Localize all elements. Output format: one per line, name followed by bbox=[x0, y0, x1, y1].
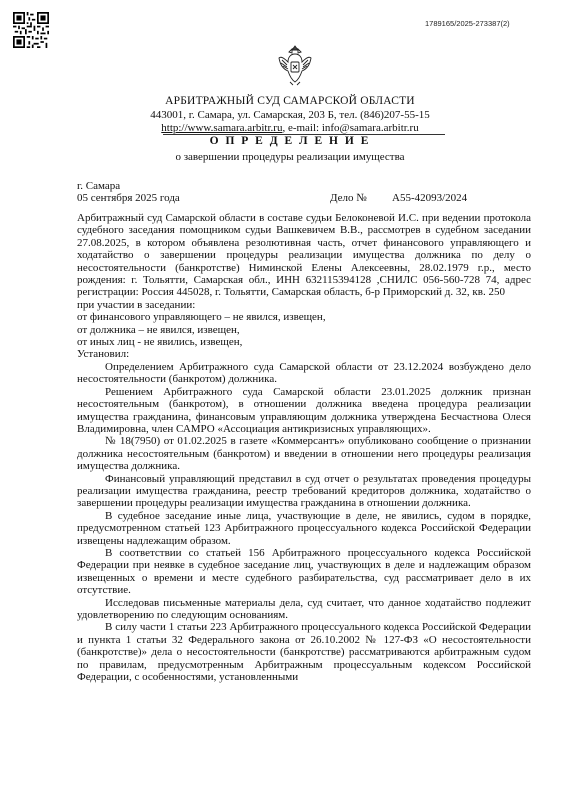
qr-code bbox=[13, 12, 49, 48]
court-website-link[interactable]: http://www.samara.arbitr.ru bbox=[161, 122, 283, 134]
document-id: 1789165/2025-273387(2) bbox=[425, 19, 510, 28]
participant-line: от финансового управляющего – не явился, извещен, bbox=[77, 311, 326, 324]
city: г. Самара bbox=[77, 180, 121, 192]
established-heading: Установил: bbox=[77, 348, 130, 361]
coat-of-arms-emblem bbox=[278, 44, 312, 86]
court-name: АРБИТРАЖНЫЙ СУД САМАРСКОЙ ОБЛАСТИ bbox=[165, 95, 415, 107]
court-address: 443001, г. Самара, ул. Самарская, 203 Б, тел. (846)207-55-15 bbox=[150, 109, 430, 121]
participant-line: от должника – не явился, извещен, bbox=[77, 323, 240, 336]
paragraph: Определением Арбитражного суда Самарской области от 23.12.2024 возбуждено дело несостоятельности (банкротом) должника. bbox=[77, 360, 531, 386]
document-body bbox=[77, 212, 531, 683]
participation-heading: при участии в заседании: bbox=[77, 298, 196, 311]
document-title: О П Р Е Д Е Л Е Н И Е bbox=[209, 135, 371, 147]
intro-paragraph: Арбитражный суд Самарской области в составе судьи Белоконевой И.С. при ведении протокола судебного заседания помощником судьи Вашкевичем В.В., рассмотрев в судебном заседании 27.08.2025, в котором объявлена резолютивная часть, отчет финансового управляющего и ходатайство о завершении процедуры реализации имущества должника по делу о несостоятельности (банкротстве) Ниминской Елены Алексеевны, 28.02.1979 г.р., место рождения: г. Тольятти, Самарская обл., ИНН 632115394128 ,СНИЛС 056-560-728 74, адрес регистрации: Россия 445028, г. Тольятти, Самарская область, б-р Приморский д. 32, кв. 250 bbox=[77, 212, 531, 299]
paragraph: Исследовав письменные материалы дела, суд считает, что данное ходатайство подлежит удовлетворению по следующим основаниям. bbox=[77, 596, 531, 621]
paragraph: В соответствии со статьей 156 Арбитражного процессуального кодекса Российской Федерации при неявке в судебное заседание лиц, участвующих в деле и надлежащим образом извещенных о времени и месте судебного разбирательства, суд рассматривает дело в их отсутствие. bbox=[77, 546, 531, 597]
document-subtitle: о завершении процедуры реализации имущества bbox=[175, 151, 405, 163]
case-label: Дело № bbox=[330, 192, 367, 204]
participant-line: от иных лиц - не явились, извещен, bbox=[77, 336, 243, 349]
paragraph: Финансовый управляющий представил в суд отчет о результатах проведения процедуры реализации имущества гражданина, реестр требований кредиторов должника, ходатайство о завершении процедуры реализации имущества гражданина в отношении должника. bbox=[77, 472, 531, 510]
court-email: , e-mail: info@samara.arbitr.ru bbox=[282, 122, 419, 134]
paragraph: В судебное заседание иные лица, участвующие в деле, не явились, судом в порядке, предусмотренном статьей 123 Арбитражного процессуального кодекса Российской Федерации извещены надлежащим образом. bbox=[77, 509, 531, 547]
case-number: А55-42093/2024 bbox=[392, 192, 468, 204]
paragraph: В силу части 1 статьи 223 Арбитражного процессуального кодекса Российской Федерации и пункта 1 статьи 32 Федерального закона от 26.10.2002 № 127-ФЗ «О несостоятельности (банкротстве)» дела о несостоятельности (банкротстве) рассматриваются арбитражным судом по правилам, предусмотренным Арбитражным процессуальным кодексом Российской Федерации, с особенностями, установленными bbox=[77, 621, 531, 684]
paragraph: № 18(7950) от 01.02.2025 в газете «Коммерсантъ» опубликовано сообщение о признании должника несостоятельным (банкротом) и введении в отношении него процедуры реализация имущества должника. bbox=[77, 435, 531, 473]
paragraph: Решением Арбитражного суда Самарской области 23.01.2025 должник признан несостоятельным (банкротом), в отношении должника введена процедура реализации имущества гражданина, финансовым управляющим должника утверждена Бесчастнова Олеся Владимировна, член САМРО «Ассоциация антикризисных управляющих». bbox=[77, 385, 531, 435]
decision-date: 05 сентября 2025 года bbox=[77, 192, 180, 204]
